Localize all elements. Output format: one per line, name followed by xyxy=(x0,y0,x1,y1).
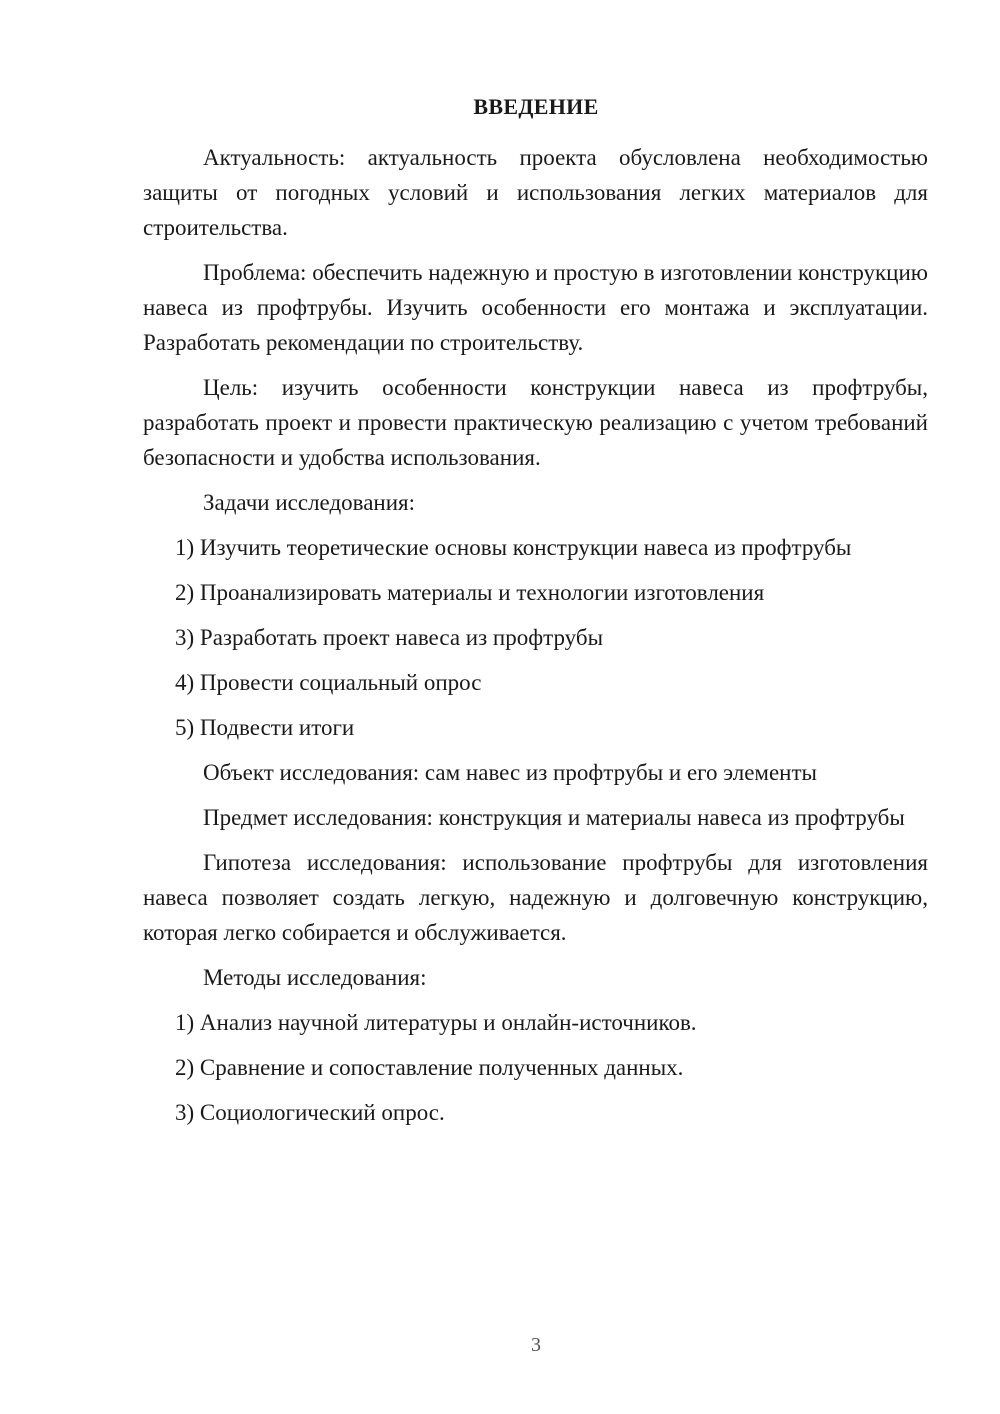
body-text xyxy=(143,140,928,1140)
goal-paragraph: Цель: изучить особенности конструкции навеса из профтрубы, разработать проект и провести практическую реализацию с учетом требований безопасности и удобства использования. xyxy=(143,375,928,470)
method-item: 1) Анализ научной литературы и онлайн-источников. xyxy=(175,1010,697,1035)
tasks-heading: Задачи исследования: xyxy=(203,490,416,515)
subject-paragraph: Предмет исследования: конструкция и материалы навеса из профтрубы xyxy=(203,805,905,830)
methods-heading: Методы исследования: xyxy=(203,965,427,990)
task-item: 4) Провести социальный опрос xyxy=(175,670,482,695)
method-item: 2) Сравнение и сопоставление полученных данных. xyxy=(175,1055,684,1080)
object-paragraph: Объект исследования: сам навес из профтрубы и его элементы xyxy=(203,760,817,785)
task-item: 5) Подвести итоги xyxy=(175,715,355,740)
problem-paragraph: Проблема: обеспечить надежную и простую в изготовлении конструкцию навеса из профтрубы. Изучить особенности его монтажа и эксплуатации. Разработать рекомендации по строительству. xyxy=(143,260,928,355)
method-item: 3) Социологический опрос. xyxy=(175,1100,445,1125)
task-item: 2) Проанализировать материалы и технологии изготовления xyxy=(175,580,765,605)
task-item: 1) Изучить теоретические основы конструкции навеса из профтрубы xyxy=(175,535,852,560)
hypothesis-paragraph: Гипотеза исследования: использование профтрубы для изготовления навеса позволяет создать легкую, надежную и долговечную конструкцию, которая легко собирается и обслуживается. xyxy=(143,850,928,945)
page-title: ВВЕДЕНИЕ xyxy=(473,94,599,119)
page-number: 3 xyxy=(531,1334,541,1356)
task-item: 3) Разработать проект навеса из профтрубы xyxy=(175,625,604,650)
relevance-paragraph: Актуальность: актуальность проекта обусловлена необходимостью защиты от погодных условий и использования легких материалов для строительства. xyxy=(143,145,928,240)
